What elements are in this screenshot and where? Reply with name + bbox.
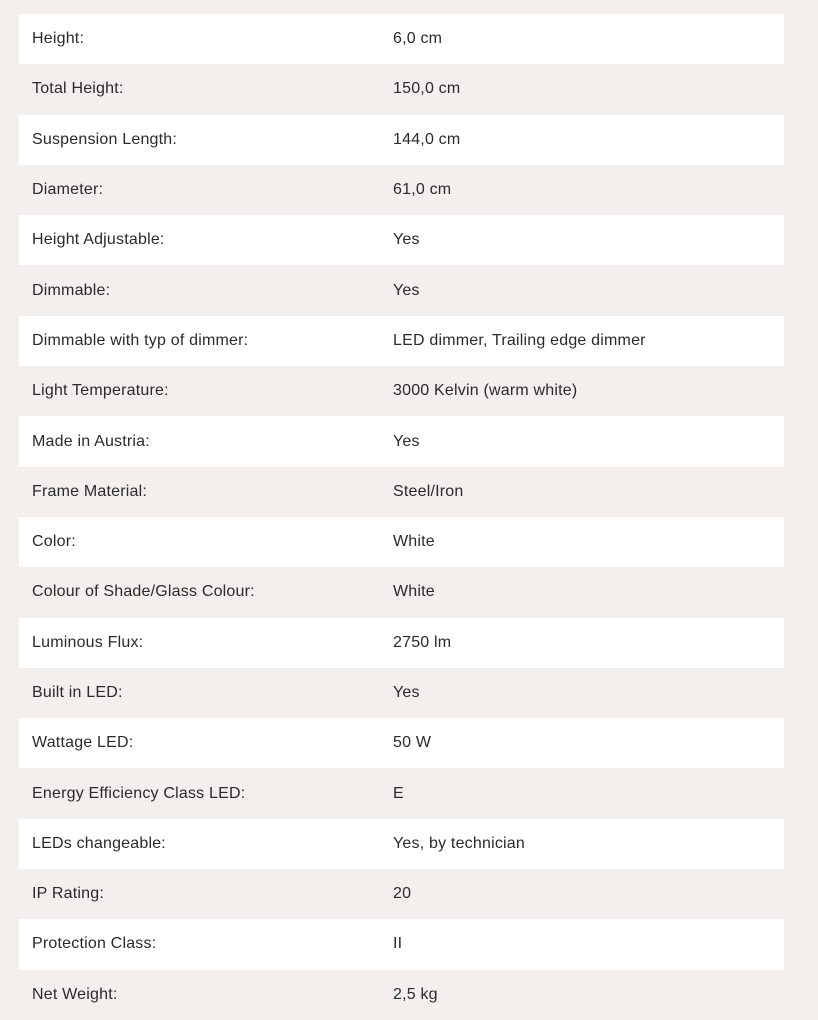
spec-row-protection-class — [19, 919, 784, 969]
spec-label: Suspension Length: — [32, 130, 178, 148]
spec-value: White — [393, 533, 435, 551]
spec-value: Yes, by technician — [393, 834, 525, 852]
spec-row-energy-efficiency — [19, 768, 784, 818]
spec-row-luminous-flux — [19, 618, 784, 668]
spec-row-shade-colour — [19, 567, 784, 617]
spec-label: IP Rating: — [32, 885, 104, 903]
spec-value: 2750 lm — [393, 633, 452, 651]
spec-label: Net Weight: — [32, 985, 118, 1003]
spec-label: LEDs changeable: — [32, 834, 166, 852]
spec-value: E — [393, 784, 404, 802]
spec-row-light-temperature — [19, 366, 784, 416]
spec-label: Height: — [32, 30, 85, 48]
spec-row-height-adjustable — [19, 215, 784, 265]
spec-label: Wattage LED: — [32, 734, 134, 752]
spec-row-dimmable — [19, 265, 784, 315]
spec-value: Yes — [393, 231, 420, 249]
spec-row-total-height — [19, 64, 784, 114]
spec-label: Total Height: — [32, 80, 124, 98]
spec-label: Frame Material: — [32, 482, 148, 500]
spec-row-ip-rating — [19, 869, 784, 919]
spec-value: White — [393, 583, 435, 601]
spec-value: Steel/Iron — [393, 482, 464, 500]
spec-label: Colour of Shade/Glass Colour: — [32, 583, 255, 601]
spec-value: 144,0 cm — [393, 130, 461, 148]
spec-value: II — [393, 935, 403, 953]
spec-label: Color: — [32, 533, 76, 551]
spec-value: LED dimmer, Trailing edge dimmer — [393, 331, 646, 349]
spec-value: 2,5 kg — [393, 985, 438, 1003]
spec-label: Made in Austria: — [32, 432, 150, 450]
spec-row-made-in-austria — [19, 416, 784, 466]
spec-label: Dimmable: — [32, 281, 111, 299]
spec-value: Yes — [393, 432, 420, 450]
spec-label: Luminous Flux: — [32, 633, 144, 651]
spec-row-built-in-led — [19, 668, 784, 718]
specifications-table — [19, 14, 784, 1020]
spec-label: Protection Class: — [32, 935, 157, 953]
spec-value: 3000 Kelvin (warm white) — [393, 382, 578, 400]
spec-value: 150,0 cm — [393, 80, 461, 98]
spec-value: 61,0 cm — [393, 181, 452, 199]
spec-label: Height Adjustable: — [32, 231, 165, 249]
spec-label: Diameter: — [32, 181, 104, 199]
spec-row-net-weight — [19, 970, 784, 1020]
spec-row-dimmer-type — [19, 316, 784, 366]
spec-label: Built in LED: — [32, 684, 123, 701]
spec-value: Yes — [393, 684, 420, 701]
spec-row-wattage-led — [19, 718, 784, 768]
spec-row-suspension-length — [19, 115, 784, 165]
spec-row-leds-changeable — [19, 819, 784, 869]
spec-value: Yes — [393, 281, 420, 299]
spec-label: Dimmable with typ of dimmer: — [32, 331, 249, 349]
spec-value: 6,0 cm — [393, 30, 443, 48]
spec-row-height — [19, 14, 784, 64]
spec-row-frame-material — [19, 467, 784, 517]
spec-label: Light Temperature: — [32, 382, 169, 400]
spec-row-diameter — [19, 165, 784, 215]
spec-value: 20 — [393, 885, 412, 903]
spec-label: Energy Efficiency Class LED: — [32, 784, 246, 802]
spec-row-color — [19, 517, 784, 567]
spec-value: 50 W — [393, 734, 432, 752]
